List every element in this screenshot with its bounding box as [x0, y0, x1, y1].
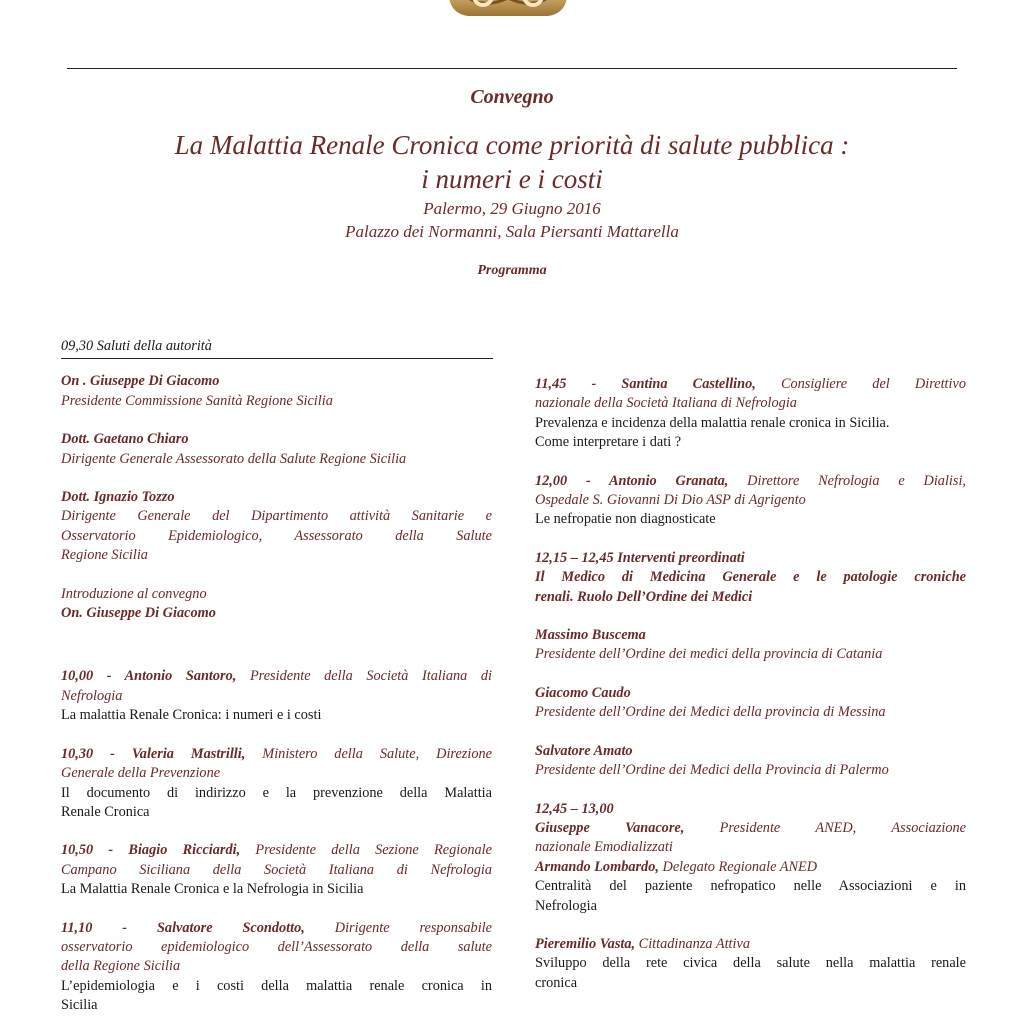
speaker-entry [535, 742, 966, 781]
talk-topic: cronica [535, 974, 578, 991]
conference-logo [438, 0, 578, 24]
speaker-role: Dirigente Generale del Dipartimento attività Sanitarie e [61, 508, 492, 525]
talk-topic: La malattia Renale Cronica: i numeri e i costi [61, 707, 322, 724]
talk-entry [61, 745, 492, 823]
header-rule [67, 68, 957, 69]
talk-speaker: 10,50 - Biagio Ricciardi, [61, 842, 241, 859]
talk-speaker-role: Delegato Regionale ANED [658, 858, 818, 875]
introduction-speaker: On. Giuseppe Di Giacomo [61, 605, 216, 622]
talk-entry [535, 935, 966, 993]
talk-entry [535, 375, 966, 453]
speaker-name: Giacomo Caudo [535, 684, 631, 701]
talk-speaker-role: Presidente della Società Italiana di [236, 668, 492, 685]
speaker-entry [535, 684, 966, 723]
talk-topic: Centralità del paziente nefropatico nelle Associazioni e in [535, 878, 966, 895]
talk-speaker-role: Consigliere del Direttivo [755, 376, 966, 392]
talk-speaker: 12,00 - Antonio Granata, [535, 472, 729, 489]
talk-speaker-role: Campano Siciliana della Società Italiana di Nefrologia [61, 861, 492, 878]
talk-speaker-role: nazionale della Società Italiana di Nefrologia [535, 395, 797, 412]
speaker-role: Presidente Commissione Sanità Regione Sicilia [61, 392, 333, 409]
talk-topic: Sicilia [61, 997, 98, 1014]
talk-entry [535, 472, 966, 530]
programme-left-column [61, 337, 492, 1024]
event-venue: Palazzo dei Normanni, Sala Piersanti Mattarella [345, 222, 679, 241]
session-time: 12,15 – 12,45 Interventi preordinati [535, 549, 745, 566]
event-type: Convegno [470, 86, 554, 108]
session-title: Il Medico di Medicina Generale e le patologie croniche [535, 569, 966, 586]
talk-speaker-role: Generale della Prevenzione [61, 765, 221, 782]
speaker-name: Dott. Gaetano Chiaro [61, 431, 189, 448]
session-title: renali. Ruolo Dell’Ordine dei Medici [535, 588, 753, 605]
speaker-name: Massimo Buscema [535, 627, 646, 644]
talk-speaker: Armando Lombardo, [535, 858, 659, 875]
talk-topic: Come interpretare i dati ? [535, 434, 682, 451]
speaker-role: Osservatorio Epidemiologico, Assessorato della Salute [61, 527, 492, 544]
talk-entry [61, 667, 492, 725]
event-title-line-1: La Malattia Renale Cronica come priorità di salute pubblica : [174, 130, 850, 160]
speaker-entry [61, 372, 492, 411]
speaker-entry [535, 626, 966, 665]
talk-topic: Sviluppo della rete civica della salute nella malattia renale [535, 955, 966, 972]
talk-speaker-role: Nefrologia [61, 687, 123, 704]
introduction-entry [61, 585, 492, 624]
talk-speaker-role: nazionale Emodializzati [535, 839, 673, 856]
talk-speaker: Giuseppe Vanacore, [535, 819, 685, 836]
speaker-role: Presidente dell’Ordine dei Medici della provincia di Messina [535, 704, 886, 721]
speaker-role: Presidente dell’Ordine dei Medici della Provincia di Palermo [535, 762, 889, 779]
introduction-label: Introduzione al convegno [61, 585, 207, 602]
talk-speaker-role: Cittadinanza Attiva [635, 935, 750, 952]
talk-time: 12,45 – 13,00 [535, 800, 614, 817]
talk-speaker: 11,45 - Santina Castellino, [535, 376, 756, 392]
talk-topic: Prevalenza e incidenza della malattia renale cronica in Sicilia. [535, 414, 890, 431]
event-title [0, 128, 1024, 196]
speaker-entry [61, 430, 492, 469]
talk-speaker: 11,10 - Salvatore Scondotto, [61, 919, 305, 936]
talk-speaker-role: Ministero della Salute, Direzione [245, 745, 492, 762]
talk-speaker-role: Presidente della Sezione Regionale [240, 842, 492, 859]
talk-topic: L’epidemiologia e i costi della malattia renale cronica in [61, 977, 492, 994]
talk-topic: Renale Cronica [61, 803, 150, 820]
talk-speaker-role: Ospedale S. Giovanni Di Dio ASP di Agrigento [535, 492, 806, 509]
speaker-role: Dirigente Generale Assessorato della Salute Regione Sicilia [61, 450, 407, 467]
opening-greetings: 09,30 Saluti della autorità [61, 337, 493, 359]
speaker-name: Salvatore Amato [535, 742, 633, 759]
talk-entry [535, 800, 966, 916]
talk-topic: La Malattia Renale Cronica e la Nefrologia in Sicilia [61, 881, 364, 898]
talk-speaker: 10,00 - Antonio Santoro, [61, 668, 237, 685]
talk-speaker: 10,30 - Valeria Mastrilli, [61, 745, 246, 762]
talk-speaker-role: Dirigente responsabile [304, 919, 492, 936]
talk-speaker-role: osservatorio epidemiologico dell’Assessorato della salute [61, 938, 492, 955]
talk-topic: Il documento di indirizzo e la prevenzione della Malattia [61, 784, 492, 801]
speaker-role: Presidente dell’Ordine dei medici della provincia di Catania [535, 646, 883, 663]
programme-heading: Programma [477, 263, 547, 278]
programme-right-column [535, 375, 966, 1012]
talk-speaker-role: della Regione Sicilia [61, 958, 181, 975]
session-entry [535, 549, 966, 607]
talk-speaker-role: Presidente ANED, Associazione [684, 819, 966, 836]
event-date: Palermo, 29 Giugno 2016 [423, 199, 601, 218]
speaker-entry [61, 488, 492, 566]
event-title-line-2: i numeri e i costi [421, 164, 603, 194]
talk-speaker: Pieremilio Vasta, [535, 935, 636, 952]
talk-entry [61, 919, 492, 1016]
talk-topic: Le nefropatie non diagnosticate [535, 511, 716, 528]
speaker-name: Dott. Ignazio Tozzo [61, 489, 175, 506]
speaker-role: Regione Sicilia [61, 547, 148, 564]
speaker-name: On . Giuseppe Di Giacomo [61, 373, 220, 390]
talk-entry [61, 841, 492, 899]
talk-speaker-role: Direttore Nefrologia e Dialisi, [728, 472, 966, 489]
talk-topic: Nefrologia [535, 897, 597, 914]
